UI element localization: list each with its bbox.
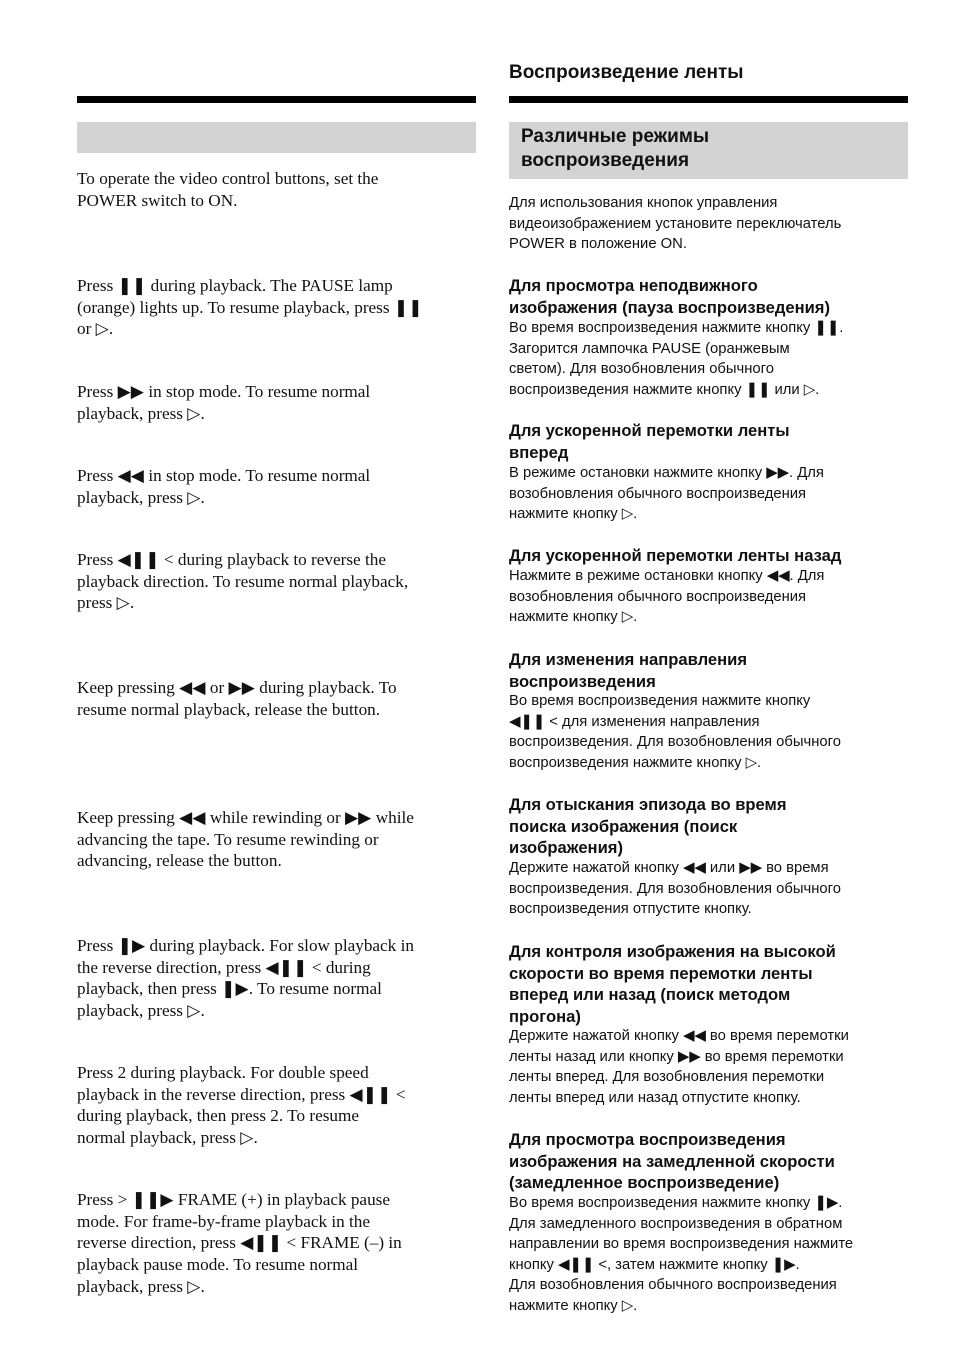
ru-heading-ff: Для ускоренной перемотки ленты вперед — [509, 421, 790, 462]
subsection-title: Различные режимы воспроизведения — [521, 126, 710, 171]
en-intro: To operate the video control buttons, set the POWER switch to ON. — [77, 169, 379, 210]
en-paragraph-reverse: Press ◀❚❚ < during playback to reverse the playback direction. To resume normal playback, press ▷. — [77, 550, 409, 613]
ru-heading-slow: Для просмотра воспроизведения изображения на замедленной скорости (замедленное воспроизведение) — [509, 1130, 835, 1192]
ru-heading-reverse: Для изменения направления воспроизведения — [509, 650, 748, 691]
ru-body-skip-scan: Держите нажатой кнопку ◀◀ во время перемотки ленты назад или кнопку ▶▶ во время перемотки ленты вперед. Для возобновления перемотки ленты вперед или назад отпустите кнопку. — [509, 1028, 849, 1106]
en-paragraph-skip-scan: Keep pressing ◀◀ while rewinding or ▶▶ while advancing the tape. To resume rewinding or advancing, release the button. — [77, 808, 414, 871]
en-paragraph-slow: Press ❚▶ during playback. For slow playback in the reverse direction, press ◀❚❚ < during playback, then press ❚▶. To resume normal playback, press ▷. — [77, 936, 414, 1021]
ru-body-rew: Нажмите в режиме остановки кнопку ◀◀. Для возобновления обычного воспроизведения нажмите кнопку ▷. — [509, 568, 825, 625]
ru-body-ff: В режиме остановки нажмите кнопку ▶▶. Для возобновления обычного воспроизведения нажмите кнопку ▷. — [509, 465, 824, 522]
ru-intro: Для использования кнопок управления видеоизображением установите переключатель POWER в положение ON. — [509, 195, 842, 252]
en-paragraph-pause: Press ❚❚ during playback. The PAUSE lamp (orange) lights up. To resume playback, press ❚❚ or ▷. — [77, 276, 423, 339]
ru-body-reverse: Во время воспроизведения нажмите кнопку ◀❚❚ < для изменения направления воспроизведения. Для возобновления обычного воспроизведения нажмите кнопку ▷. — [509, 693, 841, 771]
en-paragraph-double-speed: Press 2 during playback. For double speed playback in the reverse direction, press ◀❚❚ < during playback, then press 2. To resume normal playback, press ▷. — [77, 1063, 406, 1148]
en-paragraph-ff: Press ▶▶ in stop mode. To resume normal playback, press ▷. — [77, 382, 371, 423]
ru-body-pause: Во время воспроизведения нажмите кнопку ❚❚. Загорится лампочка PAUSE (оранжевым светом). Для возобновления обычного воспроизведения нажмите кнопку ❚❚ или ▷. — [509, 320, 844, 398]
en-paragraph-rew: Press ◀◀ in stop mode. To resume normal playback, press ▷. — [77, 466, 371, 507]
en-paragraph-picture-search: Keep pressing ◀◀ or ▶▶ during playback. To resume normal playback, release the button. — [77, 678, 397, 719]
ru-body-picture-search: Держите нажатой кнопку ◀◀ или ▶▶ во время воспроизведения. Для возобновления обычного воспроизведения отпустите кнопку. — [509, 860, 841, 917]
en-paragraph-frame: Press > ❚❚▶ FRAME (+) in playback pause mode. For frame-by-frame playback in the reverse direction, press ◀❚❚ < FRAME (–) in playback pause mode. To resume normal playback, press ▷. — [77, 1190, 402, 1296]
ru-heading-picture-search: Для отыскания эпизода во время поиска изображения (поиск изображения) — [509, 795, 787, 857]
ru-body-slow: Во время воспроизведения нажмите кнопку ❚▶. Для замедленного воспроизведения в обратном направлении во время воспроизведения нажмите кнопку ◀❚❚ <, затем нажмите кнопку ❚▶. Для возобновления обычного воспроизведения нажмите кнопку ▷. — [509, 1195, 854, 1314]
section-title: Воспроизведение ленты — [509, 62, 744, 83]
ru-heading-rew: Для ускоренной перемотки ленты назад — [509, 546, 842, 565]
left-header-rule — [77, 96, 476, 103]
left-heading-band — [77, 122, 476, 153]
ru-heading-pause: Для просмотра неподвижного изображения (пауза воспроизведения) — [509, 276, 831, 317]
right-header-rule — [509, 96, 908, 103]
ru-heading-skip-scan: Для контроля изображения на высокой скорости во время перемотки ленты вперед или назад (поиск методом прогона) — [509, 942, 836, 1026]
